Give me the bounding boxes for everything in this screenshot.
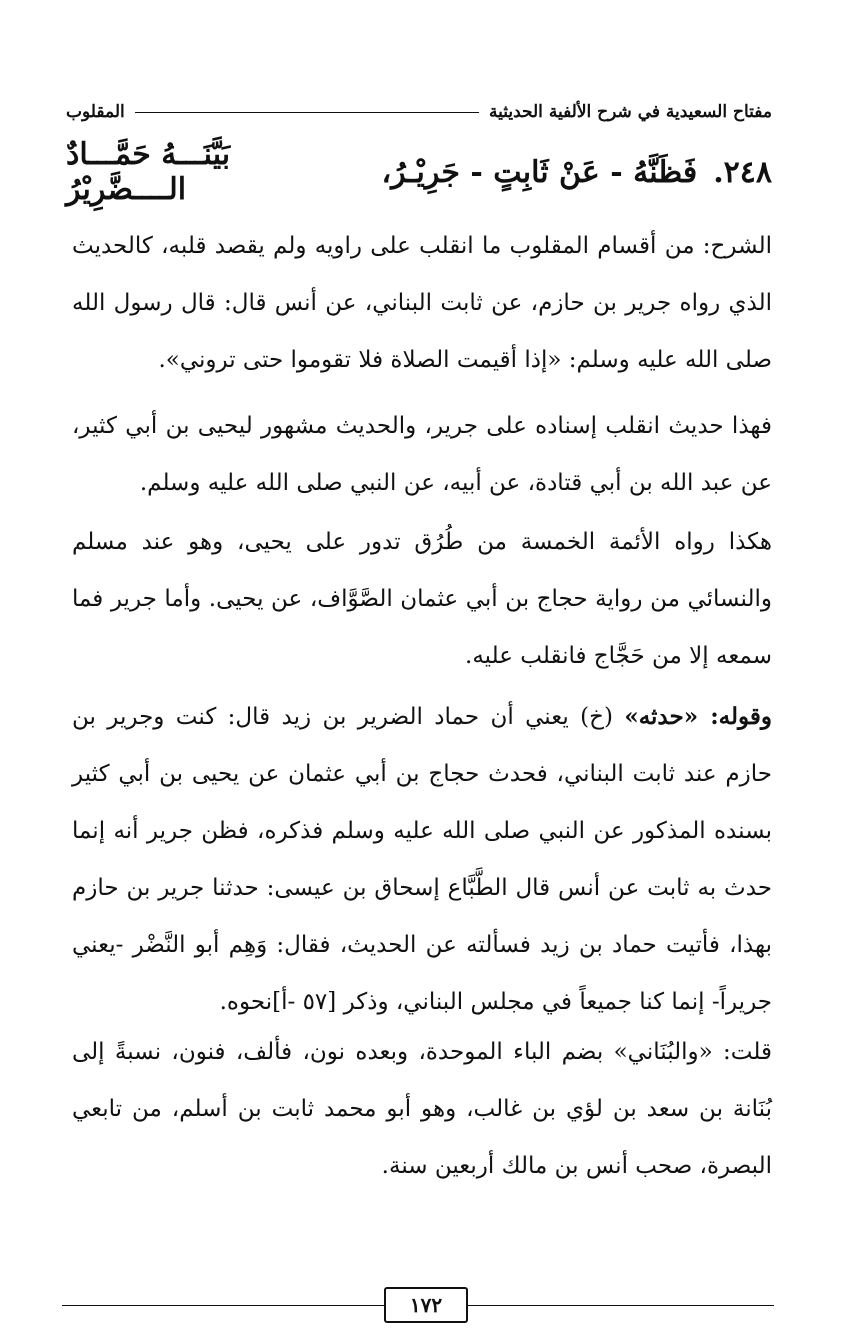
- running-header: [66, 92, 772, 132]
- page-number: ١٧٢: [384, 1287, 468, 1323]
- verse-second-hemistich: بَيَّنَـــهُ حَمَّـــادٌ الــــضَّرِيْرُ: [66, 137, 231, 207]
- paragraph-commentary-5: قلت: «والبُنَاني» بضم الباء الموحدة، وبعده نون، فألف، فنون، نسبةً إلى بُنَانة بن سعد بن لؤي بن غالب، وهو أبو محمد ثابت بن أسلم، من تابعي البصرة، صحب أنس بن مالك أربعين سنة.: [72, 1039, 772, 1179]
- header-rule: [135, 112, 479, 113]
- section-title: المقلوب: [66, 102, 125, 122]
- paragraph-commentary-4: [72, 688, 772, 1031]
- paragraph-commentary-2: فهذا حديث انقلب إسناده على جرير، والحديث مشهور ليحيى بن أبي كثير، عن عبد الله بن أبي قتادة، عن أبيه، عن النبي صلى الله عليه وسلم.: [72, 413, 772, 496]
- book-title: مفتاح السعيدية في شرح الألفية الحديثية: [489, 102, 772, 122]
- paragraph-4-body: (خ) يعني أن حماد الضرير بن زيد قال: كنت وجرير بن حازم عند ثابت البناني، فحدث حجاج بن أبي عثمان عن يحيى بن أبي كثير بسنده المذكور عن النبي صلى الله عليه وسلم فذكره، فظن جرير أنه إنما حدث به ثابت عن أنس قال الطَّبَّاع إسحاق بن عيسى: حدثنا جرير بن حازم بهذا، فأتيت حماد بن زيد فسألته عن الحديث، فقال: وَهِم أبو النَّضْر -يعني جريراً- إنما كنا جميعاً في مجلس البناني، وذكر [٥٧ -أ]نحوه.: [72, 704, 772, 1015]
- quoted-term: وقوله: «حدثه»: [624, 703, 773, 730]
- verse-first-hemistich: فَظَنَّهُ - عَنْ ثَابِتٍ - جَرِيْـرُ،: [381, 154, 698, 190]
- paragraph-commentary-1: الشرح: من أقسام المقلوب ما انقلب على راويه ولم يقصد قلبه، كالحديث الذي رواه جرير بن حازم، عن ثابت البناني، عن أنس قال: قال رسول الله صلى الله عليه وسلم: «إذا أقيمت الصلاة فلا تقوموا حتى تروني».: [72, 233, 772, 373]
- verse-line: [66, 137, 772, 207]
- footer-rule-right: [468, 1305, 774, 1306]
- paragraph-commentary-3: هكذا رواه الأئمة الخمسة من طُرُق تدور على يحيى، وهو عند مسلم والنسائي من رواية حجاج بن أبي عثمان الصَّوَّاف، عن يحيى. وأما جرير فما سمعه إلا من حَجَّاج فانقلب عليه.: [72, 529, 772, 669]
- verse-number: ٢٤٨.: [713, 154, 772, 190]
- footer-rule-left: [62, 1305, 384, 1306]
